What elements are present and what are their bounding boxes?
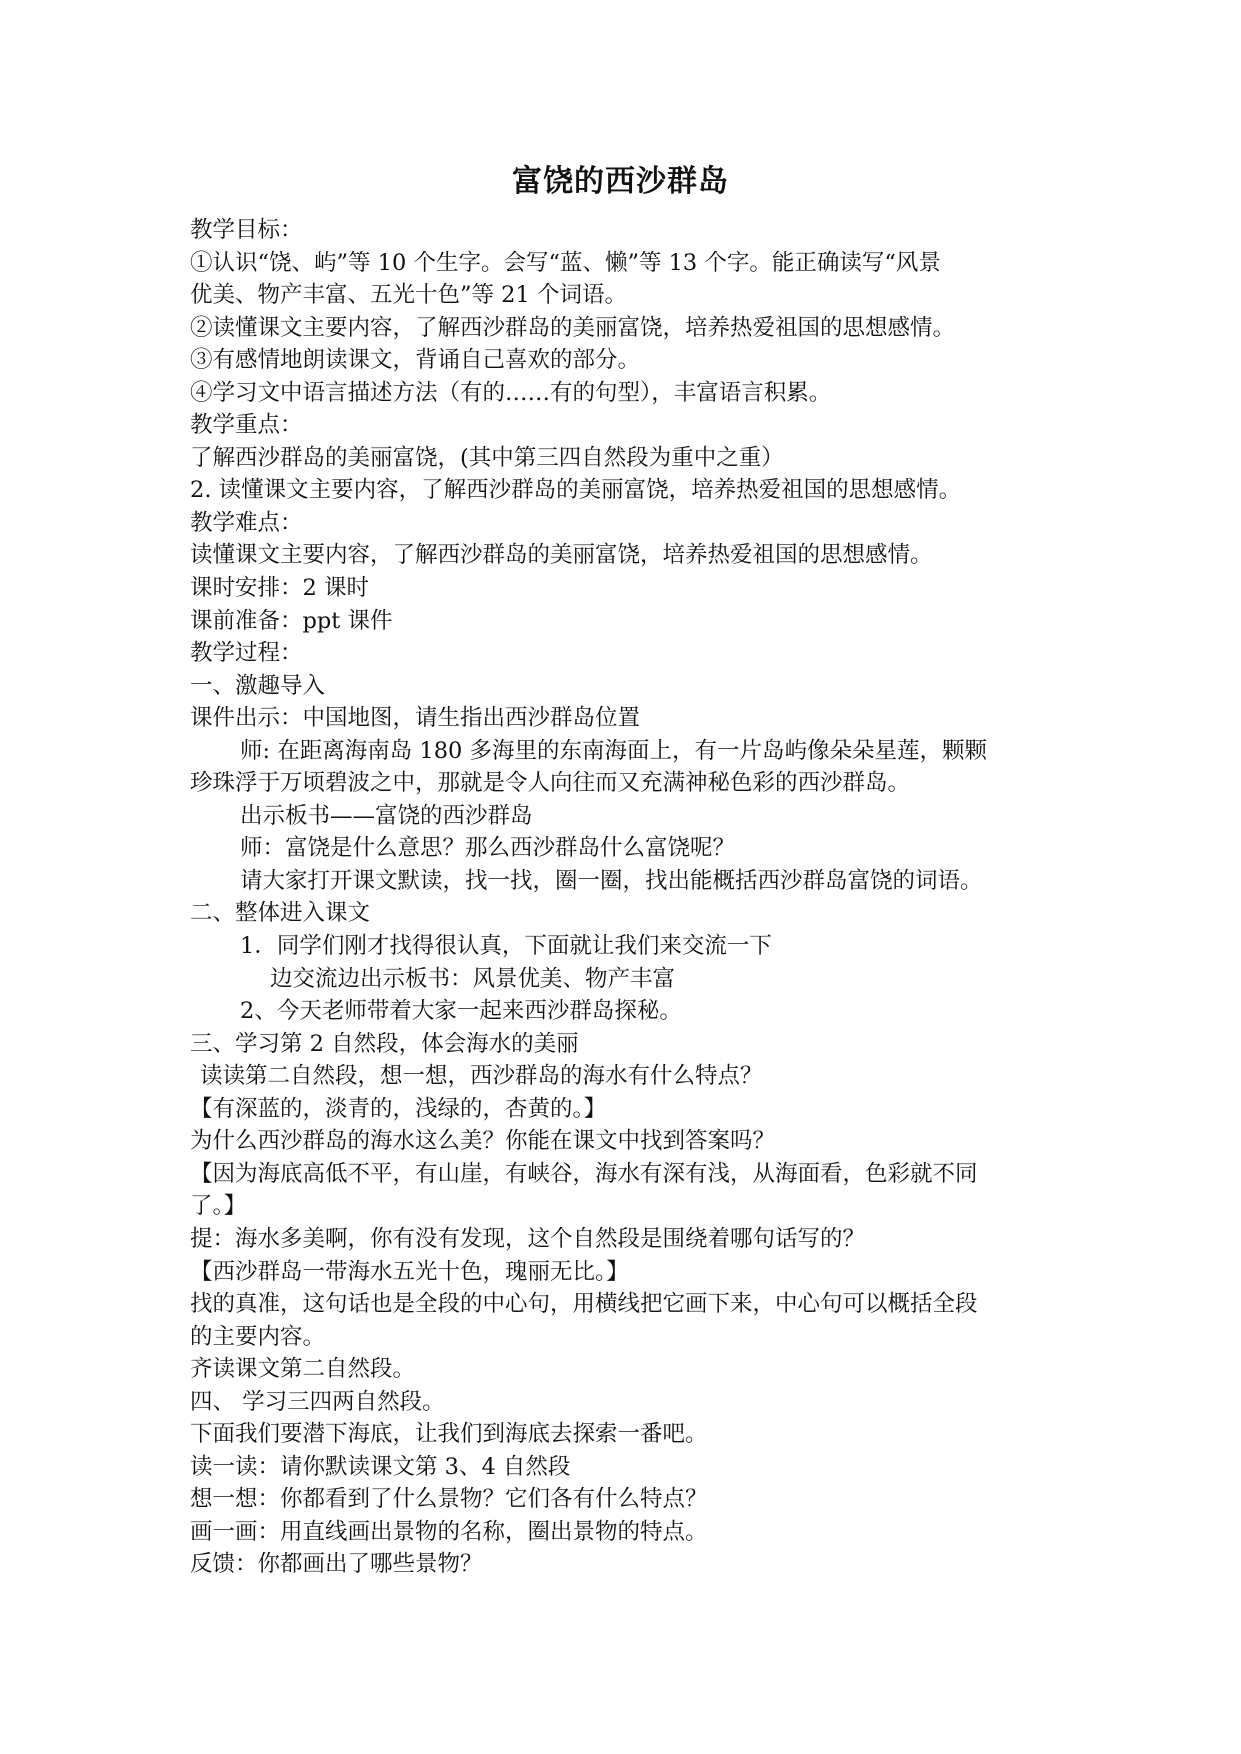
text-line: 画一画：用直线画出景物的名称，圈出景物的特点。 — [190, 1518, 708, 1545]
text-line: 课前准备：ppt 课件 — [190, 607, 393, 634]
text-line: ①认识“饶、屿”等 10 个生字。会写“蓝、懒”等 13 个字。能正确读写“风景 — [190, 249, 941, 276]
text-line: 教学过程： — [190, 640, 303, 667]
text-line: 了。】 — [190, 1193, 247, 1220]
text-line: 找的真准，这句话也是全段的中心句，用横线把它画下来，中心句可以概括全段 — [190, 1291, 978, 1318]
text-line: ④学习文中语言描述方法（有的……有的句型），丰富语言积累。 — [190, 379, 832, 406]
text-line: 课件出示：中国地图，请生指出西沙群岛位置 — [190, 705, 641, 732]
text-line: 珍珠浮于万顷碧波之中，那就是令人向往而又充满神秘色彩的西沙群岛。 — [190, 770, 911, 797]
text-line: 教学目标： — [190, 217, 303, 243]
text-line: 反馈：你都画出了哪些景物？ — [190, 1551, 483, 1578]
text-line: 师: 在距离海南岛 180 多海里的东南海面上，有一片岛屿像朵朵星莲，颗颗 — [240, 737, 987, 764]
text-line: 了解西沙群岛的美丽富饶，(其中第三四自然段为重中之重） — [190, 444, 784, 471]
text-line: 师：富饶是什么意思？那么西沙群岛什么富饶呢？ — [240, 835, 736, 862]
text-line: 2、今天老师带着大家一起来西沙群岛探秘。 — [240, 998, 682, 1025]
text-line: 为什么西沙群岛的海水这么美？你能在课文中找到答案吗？ — [190, 1128, 776, 1155]
text-line: 想一想：你都看到了什么景物？它们各有什么特点？ — [190, 1486, 708, 1513]
text-line: 二、整体进入课文 — [190, 900, 371, 927]
text-line: 齐读课文第二自然段。 — [190, 1356, 416, 1383]
text-line: 提：海水多美啊，你有没有发现，这个自然段是围绕着哪句话写的？ — [190, 1225, 866, 1252]
text-line: 1．同学们刚才找得很认真，下面就让我们来交流一下 — [240, 933, 772, 960]
text-line: 【有深蓝的，淡青的，浅绿的，杏黄的。】 — [190, 1095, 607, 1122]
text-line: 【因为海底高低不平，有山崖，有峡谷，海水有深有浅，从海面看，色彩就不同 — [190, 1160, 978, 1187]
text-line: 【西沙群岛一带海水五光十色，瑰丽无比。】 — [190, 1258, 629, 1285]
text-line: 一、激趣导入 — [190, 672, 326, 699]
text-line: 读读第二自然段，想一想，西沙群岛的海水有什么特点？ — [200, 1063, 763, 1090]
text-line: 优美、物产丰富、五光十色”等 21 个词语。 — [190, 282, 627, 309]
text-line: 课时安排：2 课时 — [190, 575, 369, 602]
text-line: 2. 读懂课文主要内容，了解西沙群岛的美丽富饶，培养热爱祖国的思想感情。 — [190, 477, 962, 504]
text-line: 出示板书——富饶的西沙群岛 — [240, 802, 533, 829]
text-line: 边交流边出示板书：风景优美、物产丰富 — [270, 965, 676, 992]
text-line: 三、学习第 2 自然段，体会海水的美丽 — [190, 1030, 579, 1057]
text-line: 请大家打开课文默读，找一找，圈一圈，找出能概括西沙群岛富饶的词语。 — [240, 867, 983, 894]
text-line: 读懂课文主要内容，了解西沙群岛的美丽富饶，培养热爱祖国的思想感情。 — [190, 542, 933, 569]
text-line: 四、 学习三四两自然段。 — [190, 1388, 445, 1415]
text-line: 教学难点： — [190, 509, 303, 536]
text-line: 教学重点： — [190, 412, 303, 439]
document-title: 富饶的西沙群岛 — [512, 164, 729, 199]
text-line: ③有感情地朗读课文，背诵自己喜欢的部分。 — [190, 347, 641, 374]
text-line: 下面我们要潜下海底，让我们到海底去探索一番吧。 — [190, 1421, 708, 1448]
text-line: 的主要内容。 — [190, 1323, 326, 1350]
text-line: 读一读：请你默读课文第 3、4 自然段 — [190, 1453, 571, 1480]
text-line: ②读懂课文主要内容，了解西沙群岛的美丽富饶，培养热爱祖国的思想感情。 — [190, 314, 956, 341]
document-body — [190, 214, 1070, 1581]
